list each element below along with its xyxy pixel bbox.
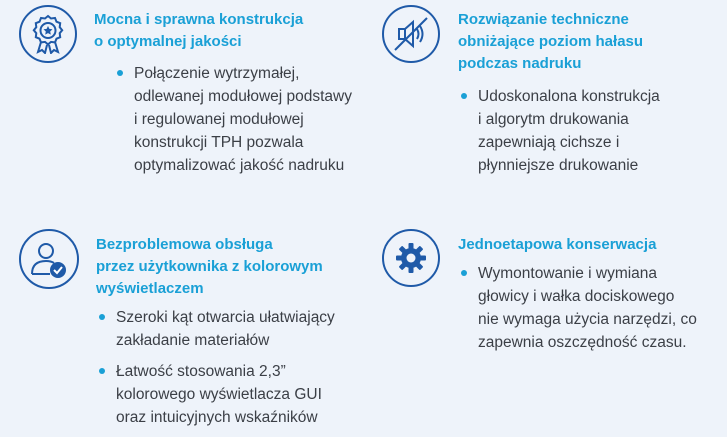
award-ribbon-icon xyxy=(19,5,77,63)
feature-bullet-list xyxy=(458,262,697,362)
feature-title: Jednoetapowa konserwacja xyxy=(458,236,657,253)
list-item: Połączenie wytrzymałej, odlewanej modułowej podstawy i regulowanej modułowej konstrukcji TPH pozwala optymalizować jakość nadruku xyxy=(114,62,352,177)
feature-bullet-list xyxy=(96,306,335,437)
gear-icon xyxy=(382,229,440,287)
feature-title: Rozwiązanie techniczne obniżające poziom hałasu podczas nadruku xyxy=(458,11,644,72)
feature-title: Bezproblemowa obsługa przez użytkownika z kolorowym wyświetlaczem xyxy=(96,236,323,297)
feature-title: Mocna i sprawna konstrukcja o optymalnej jakości xyxy=(94,11,304,50)
user-check-icon xyxy=(19,229,79,289)
feature-bullet-list xyxy=(458,85,660,185)
list-item: Wymontowanie i wymiana głowicy i wałka dociskowego nie wymaga użycia narzędzi, co zapewnia oszczędność czasu. xyxy=(458,262,697,354)
list-item: Udoskonalona konstrukcja i algorytm drukowania zapewniają cichsze i płynniejsze drukowanie xyxy=(458,85,660,177)
muted-speaker-icon xyxy=(382,5,440,63)
list-item: Łatwość stosowania 2,3” kolorowego wyświetlacza GUI oraz intuicyjnych wskaźników xyxy=(96,360,335,429)
feature-bullet-list xyxy=(114,62,352,185)
list-item: Szeroki kąt otwarcia ułatwiający zakładanie materiałów xyxy=(96,306,335,352)
